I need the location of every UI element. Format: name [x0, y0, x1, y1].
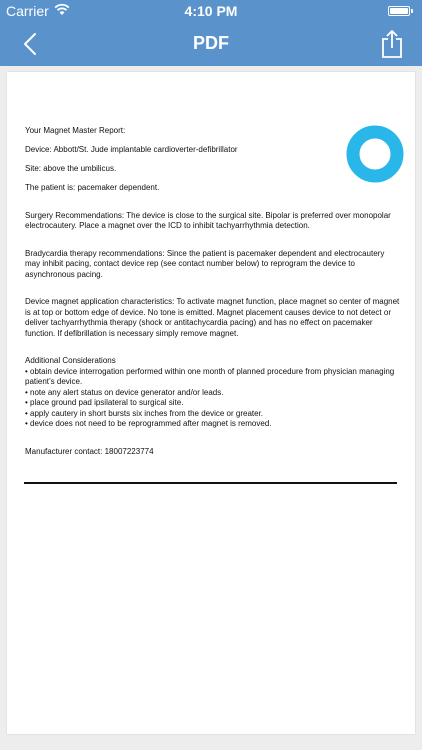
clock: 4:10 PM	[184, 3, 238, 19]
share-icon[interactable]	[380, 29, 404, 59]
report-heading: Your Magnet Master Report:	[25, 126, 126, 135]
considerations-title: Additional Considerations	[25, 356, 116, 365]
carrier-label: Carrier	[6, 3, 49, 19]
status-bar	[0, 0, 422, 22]
report-surgery: Surgery Recommendations: The device is close to the surgical site. Bipolar is preferred over monopolar electrocautery. Place a magnet over the ICD to inhibit tachyarrhythmia detection.	[25, 210, 391, 230]
pdf-page	[7, 72, 415, 734]
consideration-item: • apply cautery in short bursts six inches from the device or greater.	[25, 408, 264, 418]
divider	[24, 482, 397, 484]
report-site: Site: above the umbilicus.	[25, 164, 117, 173]
battery-icon	[388, 6, 410, 16]
report-body	[25, 126, 401, 457]
report-device: Device: Abbott/St. Jude implantable cardioverter-defibrillator	[25, 145, 238, 154]
page-title: PDF	[193, 33, 229, 53]
battery-tip	[411, 9, 413, 13]
report-magnet: Device magnet application characteristics: To activate magnet function, place magnet so center of magnet is at top or bottom edge of device. No tone is emitted. Magnet placement causes device to not detect or deliver tachyarrhythmia therapy (shock or antitachycardia pacing) and has no effect on pacemaker function. If defibrillation is necessary simply remove magnet.	[25, 297, 400, 338]
report-bradycardia: Bradycardia therapy recommendations: Since the patient is pacemaker dependent and electrocautery may inhibit pacing, contact device rep (see contact number below) to reprogram the device to asynchronous pacing.	[25, 248, 385, 279]
consideration-item: • note any alert status on device generator and/or leads.	[25, 387, 224, 397]
consideration-item: • place ground pad ipsilateral to surgical site.	[25, 398, 184, 407]
consideration-item: • device does not need to be reprogrammed after magnet is removed.	[25, 419, 272, 428]
report-patient: The patient is: pacemaker dependent.	[25, 183, 160, 192]
consideration-item: • obtain device interrogation performed within one month of planned procedure from physician managing patient’s device.	[25, 366, 395, 386]
nav-bar	[0, 22, 422, 66]
manufacturer-contact: Manufacturer contact: 18007223774	[25, 446, 154, 456]
